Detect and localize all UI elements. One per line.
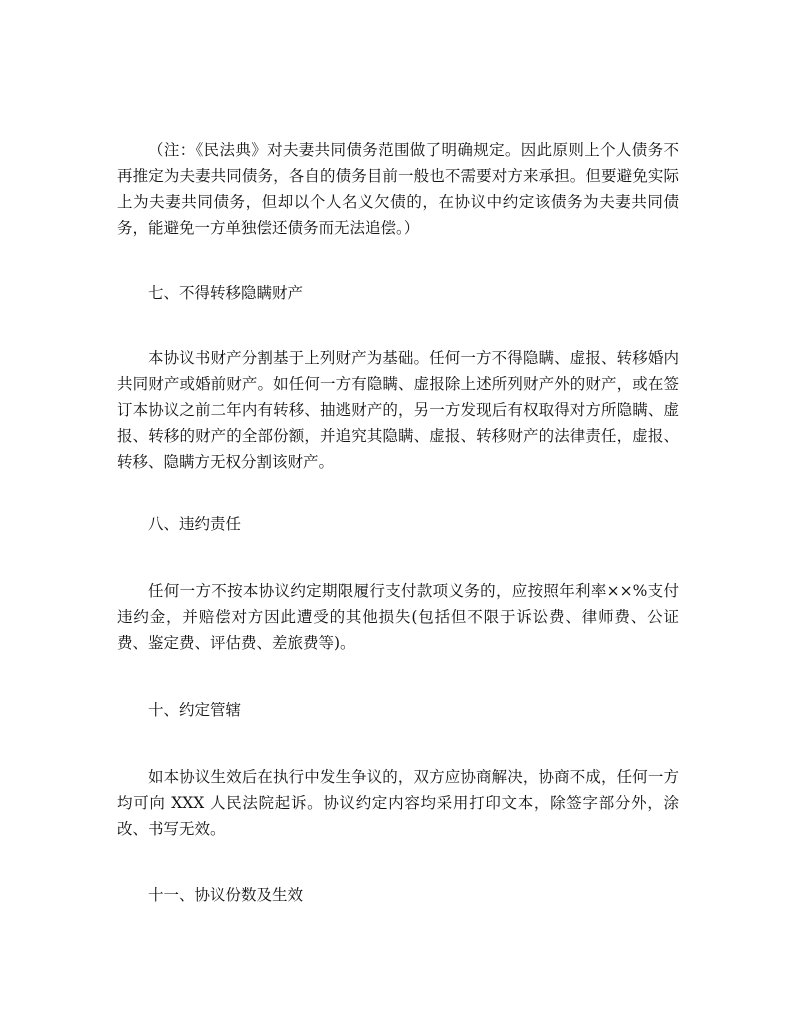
section-heading-10: 十、约定管辖 (148, 701, 242, 719)
section-heading-11: 十一、协议份数及生效 (148, 886, 304, 904)
section-heading-8: 八、违约责任 (148, 515, 242, 533)
section-paragraph-7: 本协议书财产分割基于上列财产为基础。任何一方不得隐瞒、虚报、转移婚内共同财产或婚前财产。如任何一方有隐瞒、虚报除上述所列财产外的财产，或在签订本协议之前二年内有转移、抽逃财产的，另一方发现后有权取得对方所隐瞒、虚报、转移的财产的全部份额，并追究其隐瞒、虚报、转移财产的法律责任，虚报、转移、隐瞒方无权分割该财产。 (117, 349, 679, 471)
note-paragraph: （注：《民法典》对夫妻共同债务范围做了明确规定。因此原则上个人债务不再推定为夫妻共同债务，各自的债务目前一般也不需要对方来承担。但要避免实际上为夫妻共同债务，但却以个人名义欠债的，在协议中约定该债务为夫妻共同债务，能避免一方单独偿还债务而无法追偿。） (117, 141, 679, 237)
section-paragraph-8: 任何一方不按本协议约定期限履行支付款项义务的，应按照年利率××%支付违约金，并赔偿对方因此遭受的其他损失(包括但不限于诉讼费、律师费、公证费、鉴定费、评估费、差旅费等)。 (117, 582, 679, 652)
section-heading-7: 七、不得转移隐瞒财产 (148, 284, 304, 302)
section-paragraph-10: 如本协议生效后在执行中发生争议的，双方应协商解决，协商不成，任何一方均可向 XXX 人民法院起诉。协议约定内容均采用打印文本，除签字部分外，涂改、书写无效。 (117, 768, 679, 838)
